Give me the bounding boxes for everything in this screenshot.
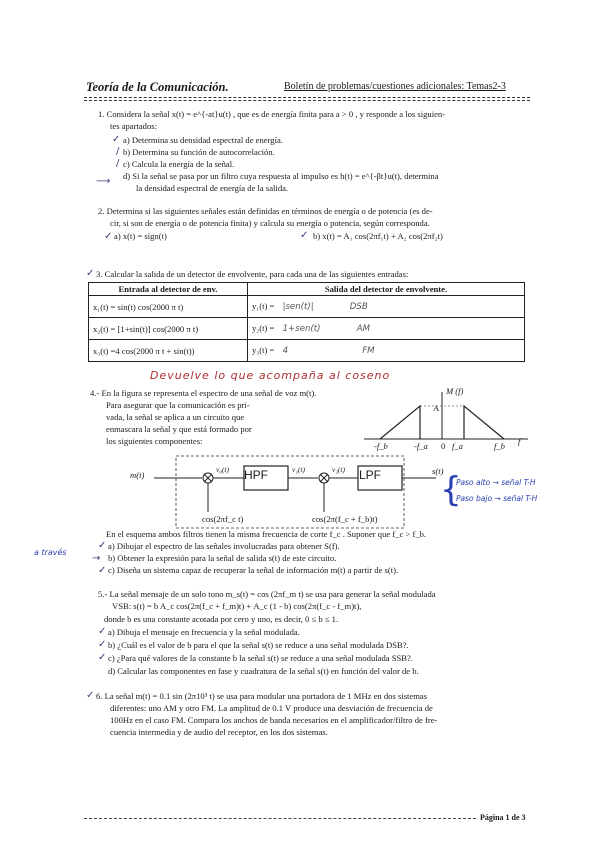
p2-text-1: 2. Determina si las siguientes señales están definidas en términos de energía o de potencia (es de- bbox=[98, 206, 433, 216]
spectrum-amplitude: A bbox=[433, 403, 440, 413]
p5-text-2: VSB: s(t) = b A_c cos(2π(f_c + f_m)t) + A_c (1 - b) cos(2π(f_c - f_m)t), bbox=[112, 601, 362, 611]
p4-text-4: enmascara la señal y que está formado por bbox=[106, 424, 252, 434]
table-row bbox=[89, 340, 525, 362]
check-icon: / bbox=[116, 146, 120, 157]
p1-text-2: tes apartados: bbox=[110, 121, 158, 131]
arrow-icon: → bbox=[92, 553, 101, 564]
p6-text-4: cuencia intermedia y de audio del receptor, en los dos sistemas. bbox=[110, 727, 328, 737]
table-cell-output bbox=[248, 340, 525, 362]
p3-text: 3. Calcular la salida de un detector de envolvente, para cada una de las siguientes entradas: bbox=[96, 269, 409, 279]
output-label: y₁(t) = bbox=[252, 301, 275, 311]
handwritten-margin-note: a través bbox=[34, 548, 67, 557]
oscillator-2: cos(2π(f_c + f_b)t) bbox=[312, 514, 378, 524]
tick-fa: f_a bbox=[452, 441, 463, 451]
p4-item-b: b) Obtener la expresión para la señal de salida s(t) de este circuito. bbox=[108, 553, 337, 563]
p1-item-d: d) Si la señal se pasa por un filtro cuya respuesta al impulso es h(t) = e^{-βt}u(t), determina bbox=[123, 171, 439, 181]
p2-item-b: b) x(t) = A₁ cos(2πf₁t) + A₂ cos(2πf₂t) bbox=[313, 231, 443, 241]
p4-item-a: a) Dibujar el espectro de las señales involucradas para obtener S(f). bbox=[108, 541, 340, 551]
check-icon: ✓ bbox=[112, 134, 121, 145]
p2-item-a: a) x(t) = sign(t) bbox=[114, 231, 167, 241]
p4-item-c: c) Diseña un sistema capaz de recuperar la señal de información m(t) a partir de s(t). bbox=[108, 565, 399, 575]
p1-text-1: 1. Considera la señal x(t) = e^{-at}u(t) , que es de energía finita para a > 0 , y responde a los siguien- bbox=[98, 109, 446, 119]
p4-text-6: En el esquema ambos filtros tienen la misma frecuencia de corte f_c . Suponer que f_c > f_b. bbox=[106, 529, 427, 539]
p5-item-c: c) ¿Para qué valores de la constante b la señal s(t) se reduce a una señal modulada SSB?. bbox=[108, 653, 413, 663]
signal-m: m(t) bbox=[130, 470, 145, 480]
handwritten-type: AM bbox=[356, 324, 370, 334]
table-row bbox=[89, 296, 525, 318]
p1-item-a: a) Determina su densidad espectral de energía. bbox=[123, 135, 283, 145]
footer-rule bbox=[84, 818, 476, 819]
header-rule bbox=[84, 97, 530, 98]
lpf-block: LPF bbox=[359, 468, 382, 482]
handwritten-type: DSB bbox=[349, 302, 368, 312]
p1-item-b: b) Determina su función de autocorrelación. bbox=[123, 147, 275, 157]
check-icon: / bbox=[116, 158, 120, 169]
handwritten-answer: |sen(t)| bbox=[282, 302, 314, 312]
table-cell-output bbox=[248, 296, 525, 318]
table-header-output: Salida del detector de envolvente. bbox=[248, 283, 525, 296]
output-label: y₂(t) = bbox=[252, 323, 275, 333]
table-cell-input: x₂(t) = [1+sin(t)] cos(2000 π t) bbox=[89, 318, 248, 340]
check-icon: ✓ bbox=[300, 230, 309, 241]
handwritten-answer: 1+sen(t) bbox=[282, 324, 321, 334]
handwritten-type: FM bbox=[362, 346, 375, 356]
p5-item-b: b) ¿Cuál es el valor de b para el que la señal s(t) se reduce a una señal modulada DSB?. bbox=[108, 640, 409, 650]
p6-text-1: 6. La señal m(t) = 0.1 sin (2π10³ t) se usa para modular una portadora de 1 MHz en dos sistemas bbox=[96, 691, 428, 701]
p1-item-c: c) Calcula la energía de la señal. bbox=[123, 159, 235, 169]
check-icon: ✓ bbox=[98, 626, 107, 637]
signal-v1: v₁(t) bbox=[292, 465, 306, 474]
p6-text-3: 100Hz en el caso FM. Compara los anchos de banda necesarios en el amplificador/filtro de fre- bbox=[110, 715, 438, 725]
table-cell-input: x₁(t) = sin(t) cos(2000 π t) bbox=[89, 296, 248, 318]
p1-item-d-cont: la densidad espectral de energía de la salida. bbox=[136, 183, 289, 193]
handwritten-note-1: Paso alto → señal T-H bbox=[456, 478, 536, 487]
p4-text-1: 4.- En la figura se representa el espectro de una señal de voz m(t). bbox=[90, 388, 317, 398]
spectrum-label: M (f) bbox=[446, 386, 464, 396]
check-icon: ✓ bbox=[98, 540, 107, 551]
document-title: Teoría de la Comunicación. bbox=[86, 80, 229, 94]
signal-v0: v₀(t) bbox=[216, 465, 230, 474]
p5-text-1: 5.- La señal mensaje de un solo tono m_s(t) = cos (2πf_m t) se usa para generar la señal modulada bbox=[98, 589, 436, 599]
p5-text-3: donde b es una constante acotada por cero y uno, es decir, 0 ≤ b ≤ 1. bbox=[104, 614, 339, 624]
check-icon: ✓ bbox=[98, 652, 107, 663]
detector-table bbox=[88, 282, 525, 362]
table-header-input: Entrada al detector de env. bbox=[89, 283, 248, 296]
table-header-row bbox=[89, 283, 525, 296]
check-icon: ✓ bbox=[104, 231, 113, 242]
check-icon: ✓ bbox=[86, 690, 95, 701]
header-rule-2 bbox=[84, 100, 530, 101]
table-row bbox=[89, 318, 525, 340]
tick-neg-fb: -f_b bbox=[374, 441, 388, 451]
hpf-block: HPF bbox=[244, 468, 268, 482]
table-cell-input: x₃(t) =4 cos(2000 π t + sin(t)) bbox=[89, 340, 248, 362]
handwritten-answer: 4 bbox=[282, 346, 289, 356]
handwritten-note: Devuelve lo que acompaña al coseno bbox=[150, 369, 391, 382]
p4-text-3: vada, la señal se aplica a un circuito que bbox=[106, 412, 245, 422]
oscillator-1: cos(2πf_c t) bbox=[202, 514, 244, 524]
tick-neg-fa: -f_a bbox=[414, 441, 428, 451]
tick-zero: 0 bbox=[441, 441, 446, 451]
p5-item-d: d) Calcular las componentes en fase y cuadratura de la señal s(t) en función del valor de b. bbox=[108, 666, 419, 676]
brace-icon: { bbox=[440, 470, 462, 510]
check-icon: ✓ bbox=[98, 565, 107, 576]
output-label: y₃(t) = bbox=[252, 345, 275, 355]
arrow-icon: ⟶ bbox=[96, 176, 111, 187]
check-icon: ✓ bbox=[98, 639, 107, 650]
handwritten-note-2: Paso bajo → señal T-H bbox=[456, 494, 538, 503]
p4-text-5: los siguientes componentes: bbox=[106, 436, 203, 446]
block-diagram bbox=[140, 452, 440, 532]
tick-f: f bbox=[518, 436, 521, 446]
p5-item-a: a) Dibuja el mensaje en frecuencia y la señal modulada. bbox=[108, 627, 300, 637]
p6-text-2: diferentes: uno AM y otro FM. La amplitud de 0.1 V produce una desviación de frecuencia de bbox=[110, 703, 433, 713]
p4-text-2: Para asegurar que la comunicación es pri- bbox=[106, 400, 250, 410]
signal-s: s(t) bbox=[432, 466, 444, 476]
tick-fb: f_b bbox=[494, 441, 505, 451]
table-cell-output bbox=[248, 318, 525, 340]
document-subtitle: Boletín de problemas/cuestiones adicionales: Temas2-3 bbox=[284, 81, 506, 92]
page-number: Página 1 de 3 bbox=[480, 813, 526, 822]
check-icon: ✓ bbox=[86, 268, 95, 279]
p2-text-2: cir, si son de energía o de potencia finita) y calcula su energía o potencia, según corresponda. bbox=[110, 218, 430, 228]
signal-v2: v₂(t) bbox=[332, 465, 346, 474]
